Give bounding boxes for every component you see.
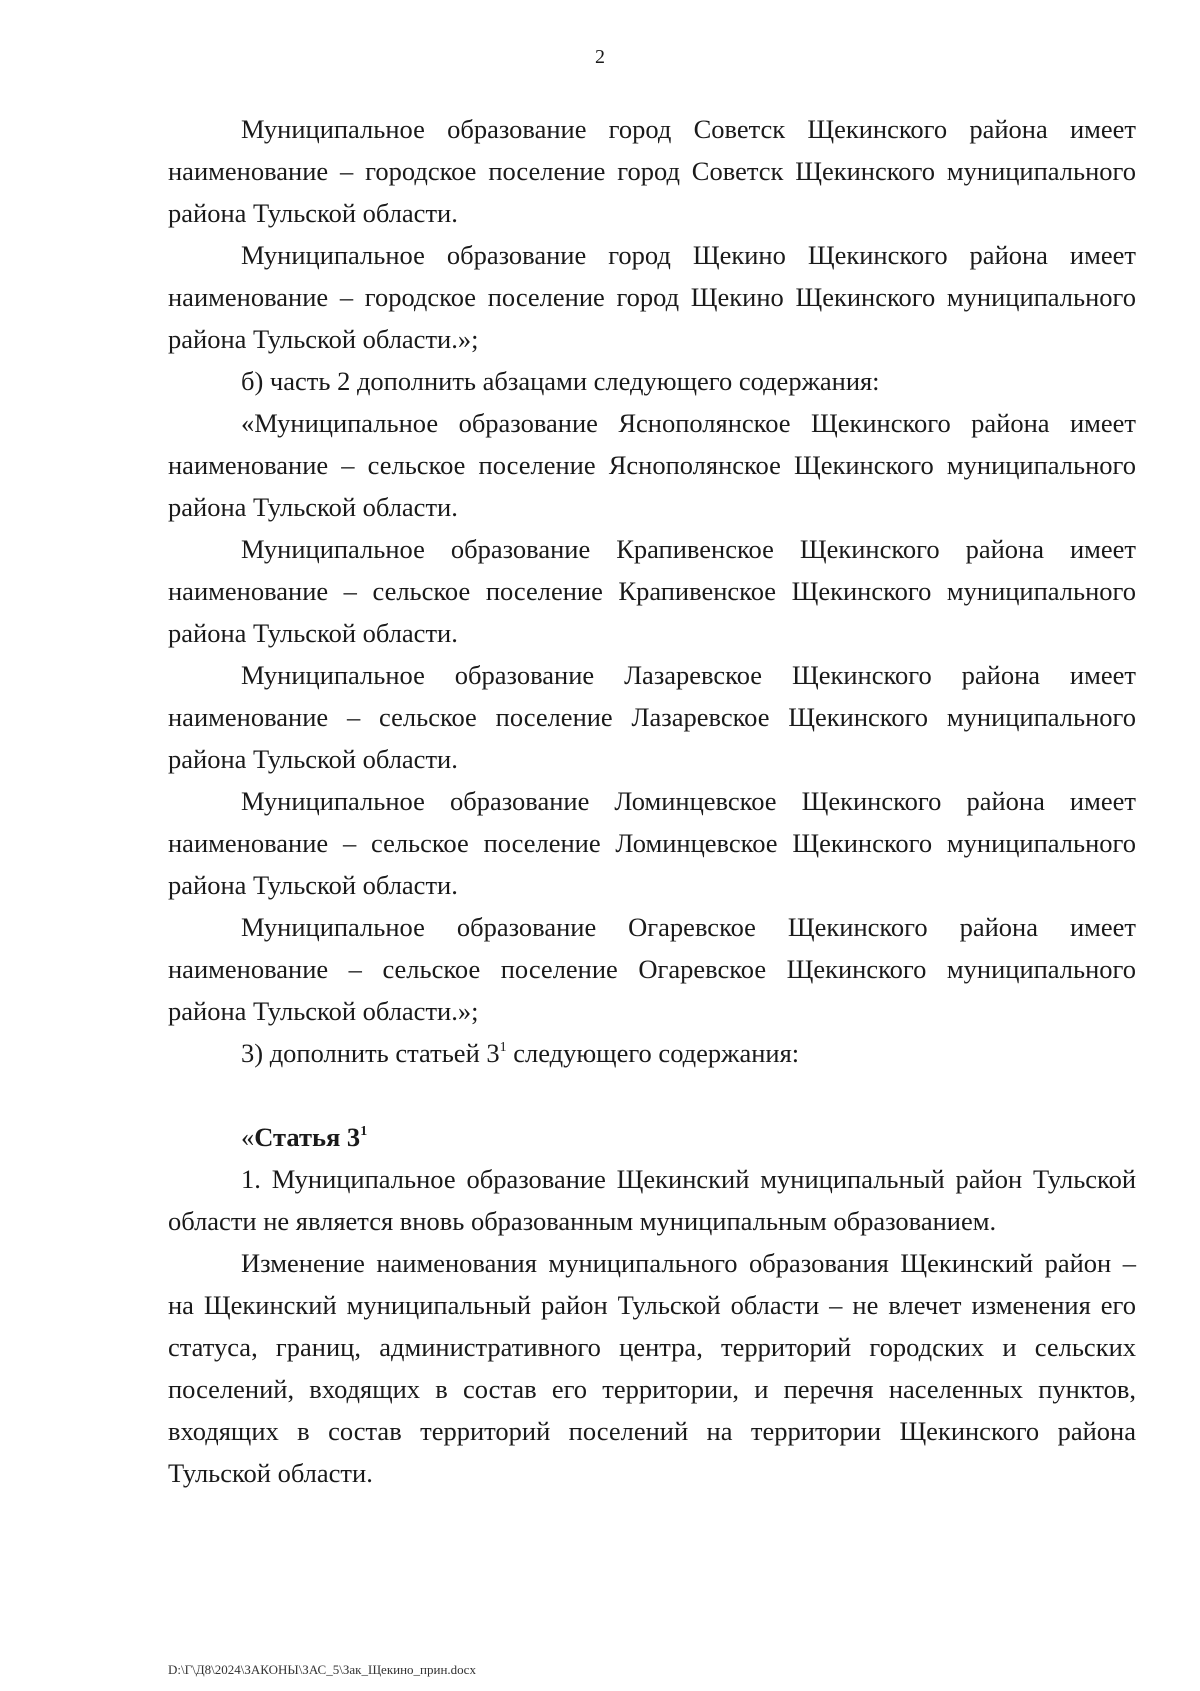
article-heading-text: Статья 3 (254, 1122, 361, 1152)
article-heading-sup: 1 (360, 1124, 368, 1139)
article-heading (168, 1116, 1136, 1158)
article-paragraph-1: 1. Муниципальное образование Щекинский муниципальный район Тульской области не является вновь образованным муниципальным образованием. (168, 1164, 1136, 1236)
amend-item-sup: 1 (499, 1040, 507, 1055)
paragraph-krapivenskoe: Муниципальное образование Крапивенское Щекинского района имеет наименование – сельское поселение Крапивенское Щекинского муниципального района Тульской области. (168, 534, 1136, 648)
article-heading-quote: « (241, 1122, 255, 1152)
paragraph-lazarevskoe: Муниципальное образование Лазаревское Щекинского района имеет наименование – сельское поселение Лазаревское Щекинского муниципального района Тульской области. (168, 660, 1136, 774)
paragraph-amend-item (168, 1032, 1136, 1074)
paragraph-part2-intro: б) часть 2 дополнить абзацами следующего содержания: (241, 366, 880, 396)
paragraph-yasnopolyanskoe: «Муниципальное образование Яснополянское Щекинского района имеет наименование – сельское поселение Яснополянское Щекинского муниципального района Тульской области. (168, 408, 1136, 522)
paragraph-shchekino: Муниципальное образование город Щекино Щекинского района имеет наименование – городское поселение город Щекино Щекинского муниципального района Тульской области.»; (168, 240, 1136, 354)
amend-item-after: следующего содержания: (506, 1038, 800, 1068)
paragraph-lomintsevskoe: Муниципальное образование Ломинцевское Щекинского района имеет наименование – сельское поселение Ломинцевское Щекинского муниципального района Тульской области. (168, 786, 1136, 900)
footer-file-path: D:\Г\Д8\2024\ЗАКОНЫ\ЗАС_5\Зак_Щекино_прин.docx (168, 1662, 476, 1677)
page-number: 2 (595, 46, 605, 68)
document-body (168, 108, 1136, 1494)
paragraph-ogarevskoe: Муниципальное образование Огаревское Щекинского района имеет наименование – сельское поселение Огаревское Щекинского муниципального района Тульской области.»; (168, 912, 1136, 1026)
amend-item-before: 3) дополнить статьей 3 (241, 1038, 500, 1068)
section-spacer (168, 1074, 1136, 1116)
paragraph-sovetsk: Муниципальное образование город Советск Щекинского района имеет наименование – городское поселение город Советск Щекинского муниципального района Тульской области. (168, 114, 1136, 228)
article-paragraph-2: Изменение наименования муниципального образования Щекинский район – на Щекинский муниципальный район Тульской области – не влечет изменения его статуса, границ, административного центра, территорий городских и сельских поселений, входящих в состав его территории, и перечня населенных пунктов, входящих в состав территорий поселений на территории Щекинского района Тульской области. (168, 1248, 1136, 1488)
